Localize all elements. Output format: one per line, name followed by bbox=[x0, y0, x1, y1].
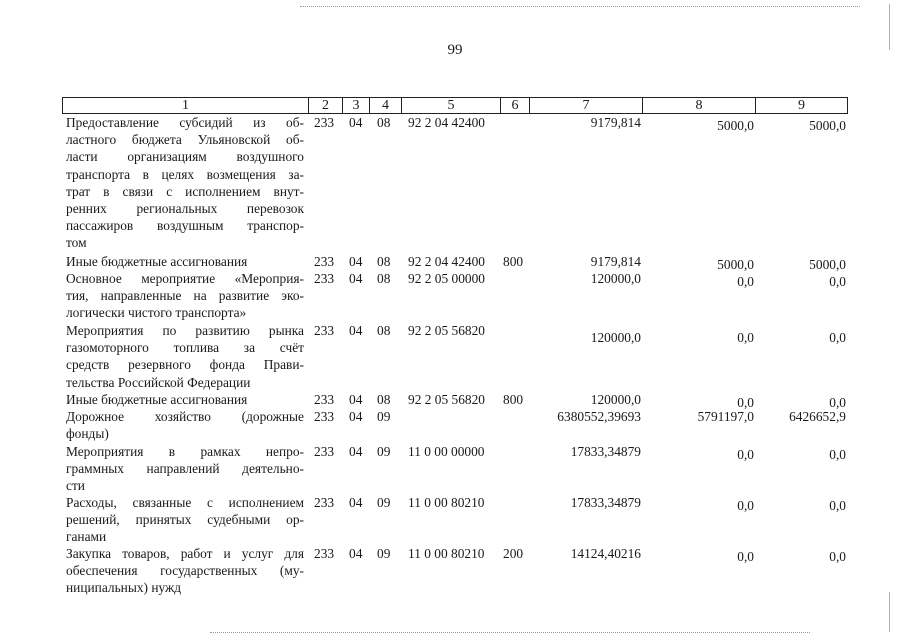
row-code-c3: 04 bbox=[349, 271, 363, 286]
row-name-line: средств резервного фонда Прави- bbox=[66, 357, 304, 373]
row-amount-c8: 0,0 bbox=[737, 549, 754, 564]
row-amount-c8: 0,0 bbox=[737, 498, 754, 513]
row-amount-c8: 5000,0 bbox=[717, 257, 754, 272]
row-name bbox=[66, 322, 304, 391]
row-amount-c8: 0,0 bbox=[737, 447, 754, 462]
row-code-c5: 92 2 05 56820 bbox=[408, 392, 485, 407]
row-amount-c9: 5000,0 bbox=[809, 257, 846, 272]
row-name-line: тельства Российской Федерации bbox=[66, 374, 251, 390]
row-name-line: пассажиров воздушным транспор- bbox=[66, 218, 304, 234]
row-amount-c7: 14124,40216 bbox=[570, 546, 641, 561]
row-amount-c9: 6426652,9 bbox=[789, 409, 846, 424]
row-code-c2: 233 bbox=[314, 495, 335, 510]
row-code-c5: 92 2 05 56820 bbox=[408, 323, 485, 338]
row-amount-c7: 120000,0 bbox=[590, 392, 641, 407]
row-code-c4: 09 bbox=[377, 495, 391, 510]
row-name-line: Иные бюджетные ассигнования bbox=[66, 392, 248, 407]
row-name-line: Мероприятия по развитию рынка bbox=[66, 323, 304, 338]
row-name bbox=[66, 408, 304, 442]
row-name bbox=[66, 253, 304, 270]
row-name-line: трат в связи с исполнением внут- bbox=[66, 183, 304, 199]
row-code-c4: 09 bbox=[377, 409, 391, 424]
row-code-c3: 04 bbox=[349, 409, 363, 424]
row-name bbox=[66, 494, 304, 546]
row-name-line: ганами bbox=[66, 529, 107, 545]
row-amount-c7: 17833,34879 bbox=[570, 495, 641, 510]
scan-artifact-bottom bbox=[210, 632, 810, 633]
row-amount-c9: 0,0 bbox=[829, 274, 846, 289]
row-code-c5: 92 2 05 00000 bbox=[408, 271, 485, 286]
row-code-c3: 04 bbox=[349, 444, 363, 459]
row-code-c6: 800 bbox=[503, 392, 524, 407]
row-name-line: Иные бюджетные ассигнования bbox=[66, 254, 248, 269]
row-code-c4: 09 bbox=[377, 546, 391, 561]
scan-artifact-edge bbox=[889, 592, 890, 632]
row-name-line: Дорожное хозяйство (дорожные bbox=[66, 409, 304, 424]
row-name-line: газомоторного топлива за счёт bbox=[66, 340, 304, 356]
row-code-c2: 233 bbox=[314, 323, 335, 338]
header-col-6: 6 bbox=[500, 97, 530, 114]
row-name-line: Расходы, связанные с исполнением bbox=[66, 495, 304, 510]
header-col-7: 7 bbox=[529, 97, 643, 114]
row-name-line: сти bbox=[66, 478, 85, 494]
row-code-c4: 08 bbox=[377, 115, 391, 130]
row-amount-c9: 0,0 bbox=[829, 330, 846, 345]
row-name-line: ренних региональных перевозок bbox=[66, 200, 304, 216]
row-code-c2: 233 bbox=[314, 409, 335, 424]
row-name bbox=[66, 270, 304, 322]
row-name-line: ниципальных) нужд bbox=[66, 580, 182, 596]
row-amount-c7: 6380552,39693 bbox=[557, 409, 641, 424]
row-amount-c8: 5000,0 bbox=[717, 118, 754, 133]
row-code-c4: 09 bbox=[377, 444, 391, 459]
row-amount-c9: 0,0 bbox=[829, 447, 846, 462]
row-code-c4: 08 bbox=[377, 254, 391, 269]
row-code-c3: 04 bbox=[349, 495, 363, 510]
row-code-c2: 233 bbox=[314, 115, 335, 130]
row-name-line: логически чистого транспорта» bbox=[66, 305, 247, 321]
row-name bbox=[66, 545, 304, 597]
row-code-c4: 08 bbox=[377, 392, 391, 407]
row-name-line: Мероприятия в рамках непро- bbox=[66, 444, 304, 459]
row-name-line: граммных направлений деятельно- bbox=[66, 461, 304, 477]
row-amount-c9: 0,0 bbox=[829, 498, 846, 513]
row-amount-c7: 9179,814 bbox=[590, 115, 641, 130]
row-code-c2: 233 bbox=[314, 254, 335, 269]
row-name bbox=[66, 443, 304, 495]
row-amount-c7: 9179,814 bbox=[590, 254, 641, 269]
row-code-c5: 92 2 04 42400 bbox=[408, 115, 485, 130]
row-amount-c8: 0,0 bbox=[737, 330, 754, 345]
row-name-line: Закупка товаров, работ и услуг для bbox=[66, 546, 304, 561]
row-code-c3: 04 bbox=[349, 254, 363, 269]
row-name-line: обеспечения государственных (му- bbox=[66, 563, 304, 579]
table-header bbox=[62, 97, 848, 114]
row-name-line: Предоставление субсидий из об- bbox=[66, 115, 304, 130]
row-code-c5: 92 2 04 42400 bbox=[408, 254, 485, 269]
row-name-line: том bbox=[66, 235, 87, 251]
row-amount-c8: 5791197,0 bbox=[697, 409, 754, 424]
row-code-c6: 200 bbox=[503, 546, 524, 561]
row-code-c5: 11 0 00 80210 bbox=[408, 495, 485, 510]
row-amount-c9: 0,0 bbox=[829, 395, 846, 410]
row-code-c2: 233 bbox=[314, 546, 335, 561]
row-name bbox=[66, 114, 304, 252]
row-code-c3: 04 bbox=[349, 323, 363, 338]
row-code-c4: 08 bbox=[377, 271, 391, 286]
row-amount-c7: 120000,0 bbox=[590, 271, 641, 286]
row-name-line: тия, направленные на развитие эко- bbox=[66, 288, 304, 304]
row-amount-c7: 120000,0 bbox=[590, 330, 641, 345]
row-name-line: ластного бюджета Ульяновской об- bbox=[66, 132, 304, 148]
row-code-c4: 08 bbox=[377, 323, 391, 338]
header-col-4: 4 bbox=[369, 97, 402, 114]
header-col-2: 2 bbox=[308, 97, 343, 114]
header-col-1: 1 bbox=[62, 97, 309, 114]
row-code-c3: 04 bbox=[349, 392, 363, 407]
row-amount-c9: 5000,0 bbox=[809, 118, 846, 133]
row-code-c2: 233 bbox=[314, 271, 335, 286]
row-name-line: Основное мероприятие «Мероприя- bbox=[66, 271, 304, 286]
row-amount-c8: 0,0 bbox=[737, 395, 754, 410]
row-code-c2: 233 bbox=[314, 444, 335, 459]
row-code-c2: 233 bbox=[314, 392, 335, 407]
row-name-line: фонды) bbox=[66, 426, 109, 442]
row-code-c3: 04 bbox=[349, 115, 363, 130]
page-number: 99 bbox=[447, 42, 463, 58]
row-name bbox=[66, 391, 304, 408]
scan-artifact-edge bbox=[889, 4, 890, 50]
row-code-c6: 800 bbox=[503, 254, 524, 269]
row-name-line: ласти организациям воздушного bbox=[66, 149, 304, 165]
row-code-c5: 11 0 00 80210 bbox=[408, 546, 485, 561]
row-amount-c9: 0,0 bbox=[829, 549, 846, 564]
header-col-3: 3 bbox=[342, 97, 370, 114]
row-name-line: решений, принятых судебными ор- bbox=[66, 512, 304, 528]
row-code-c3: 04 bbox=[349, 546, 363, 561]
row-name-line: транспорта в целях возмещения за- bbox=[66, 166, 304, 182]
row-amount-c8: 0,0 bbox=[737, 274, 754, 289]
header-col-5: 5 bbox=[401, 97, 501, 114]
row-amount-c7: 17833,34879 bbox=[570, 444, 641, 459]
header-col-8: 8 bbox=[642, 97, 756, 114]
row-code-c5: 11 0 00 00000 bbox=[408, 444, 485, 459]
scan-artifact-top bbox=[300, 6, 860, 7]
header-col-9: 9 bbox=[755, 97, 848, 114]
